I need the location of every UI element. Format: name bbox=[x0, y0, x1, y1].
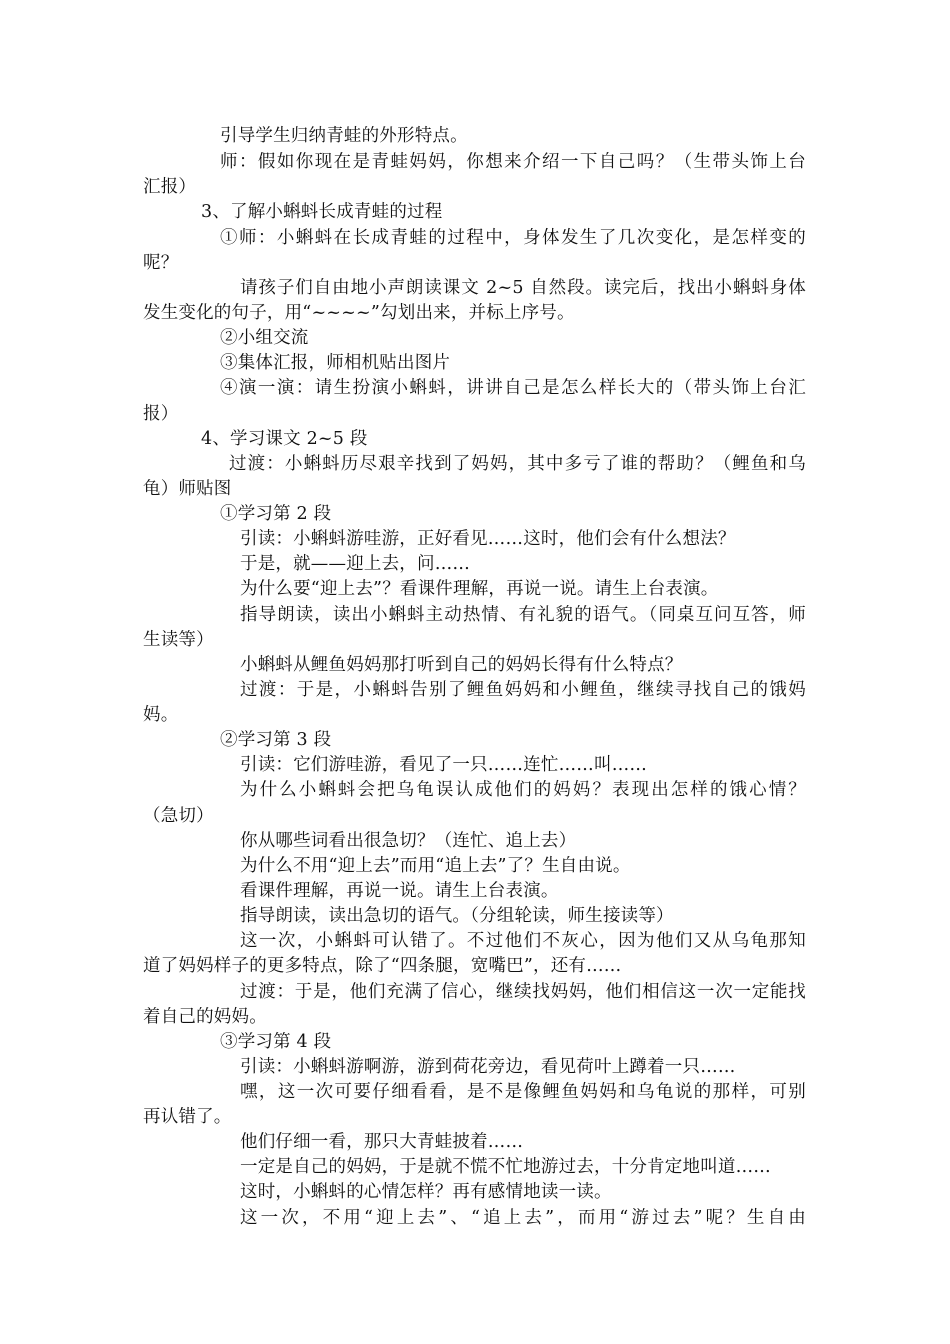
text-line: 引读：小蝌蚪游啊游，游到荷花旁边，看见荷叶上蹲着一只…… bbox=[240, 1057, 736, 1077]
text-line: ④演一演：请生扮演小蝌蚪，讲讲自己是怎么样长大的（带头饰上台汇 bbox=[220, 378, 806, 398]
text-line: 这时，小蝌蚪的心情怎样？再有感情地读一读。 bbox=[240, 1182, 612, 1202]
text-line: 生读等） bbox=[143, 630, 214, 650]
text-line: 指导朗读，读出急切的语气。（分组轮读，师生接读等） bbox=[240, 906, 674, 926]
section-heading: 3、了解小蝌蚪长成青蛙的过程 bbox=[201, 202, 443, 222]
text-line: ①师：小蝌蚪在长成青蛙的过程中，身体发生了几次变化，是怎样变的 bbox=[220, 228, 806, 248]
text-line: 指导朗读，读出小蝌蚪主动热情、有礼貌的语气。（同桌互问互答，师 bbox=[240, 605, 806, 625]
text-line: 引读：它们游哇游，看见了一只……连忙……叫…… bbox=[240, 755, 648, 775]
text-line: 他们仔细一看，那只大青蛙披着…… bbox=[240, 1132, 524, 1152]
text-line: ②小组交流 bbox=[220, 328, 309, 348]
text-line: 一定是自己的妈妈，于是就不慌不忙地游过去，十分肯定地叫道…… bbox=[240, 1157, 771, 1177]
text-line: 呢？ bbox=[143, 253, 179, 273]
text-line: 妈。 bbox=[143, 705, 179, 725]
text-line: 再认错了。 bbox=[143, 1107, 232, 1127]
text-line: 嘿，这一次可要仔细看看，是不是像鲤鱼妈妈和乌龟说的那样，可别 bbox=[240, 1082, 806, 1102]
text-line: 为什么不用“迎上去”而用“追上去”了？生自由说。 bbox=[240, 856, 631, 876]
text-line: 这一次，小蝌蚪可认错了。不过他们不灰心，因为他们又从乌龟那知 bbox=[240, 931, 806, 951]
text-line: 着自己的妈妈。 bbox=[143, 1007, 267, 1027]
text-line: 过渡：于是，小蝌蚪告别了鲤鱼妈妈和小鲤鱼，继续寻找自己的饿妈 bbox=[240, 680, 806, 700]
text-line: 引读：小蝌蚪游哇游，正好看见……这时，他们会有什么想法？ bbox=[240, 529, 736, 549]
text-line: ③集体汇报，师相机贴出图片 bbox=[220, 353, 451, 373]
subsection-heading: ②学习第 3 段 bbox=[220, 730, 332, 750]
text-line: （急切） bbox=[143, 806, 214, 826]
text-line: 龟）师贴图 bbox=[143, 479, 232, 499]
subsection-heading: ③学习第 4 段 bbox=[220, 1032, 332, 1052]
text-line: 于是，就——迎上去，问…… bbox=[240, 554, 471, 574]
text-line: 过渡：于是，他们充满了信心，继续找妈妈，他们相信这一次一定能找 bbox=[240, 982, 806, 1002]
text-line: 发生变化的句子，用“~~~~”勾划出来，并标上序号。 bbox=[143, 303, 575, 323]
section-heading: 4、学习课文 2~5 段 bbox=[201, 429, 368, 449]
text-line: 为什么要“迎上去”？看课件理解，再说一说。请生上台表演。 bbox=[240, 579, 719, 599]
text-line: 这一次，不用“迎上去”、“追上去”，而用“游过去”呢？生自由 bbox=[240, 1208, 806, 1228]
text-line: 过渡：小蝌蚪历尽艰辛找到了妈妈，其中多亏了谁的帮助？（鲤鱼和乌 bbox=[229, 454, 806, 474]
text-line: 汇报） bbox=[143, 177, 197, 197]
text-line: 小蝌蚪从鲤鱼妈妈那打听到自己的妈妈长得有什么特点？ bbox=[240, 655, 683, 675]
text-line: 为什么小蝌蚪会把乌龟误认成他们的妈妈？表现出怎样的饿心情？ bbox=[240, 780, 806, 800]
text-line: 师：假如你现在是青蛙妈妈，你想来介绍一下自己吗？（生带头饰上台 bbox=[220, 152, 806, 172]
text-line: 道了妈妈样子的更多特点，除了“四条腿，宽嘴巴”，还有…… bbox=[143, 956, 622, 976]
subsection-heading: ①学习第 2 段 bbox=[220, 504, 332, 524]
text-line: 报） bbox=[143, 404, 179, 424]
text-line: 引导学生归纳青蛙的外形特点。 bbox=[220, 126, 468, 146]
text-line: 你从哪些词看出很急切？（连忙、追上去） bbox=[240, 831, 577, 851]
text-line: 请孩子们自由地小声朗读课文 2~5 自然段。读完后，找出小蝌蚪身体 bbox=[240, 278, 806, 298]
text-line: 看课件理解，再说一说。请生上台表演。 bbox=[240, 881, 559, 901]
